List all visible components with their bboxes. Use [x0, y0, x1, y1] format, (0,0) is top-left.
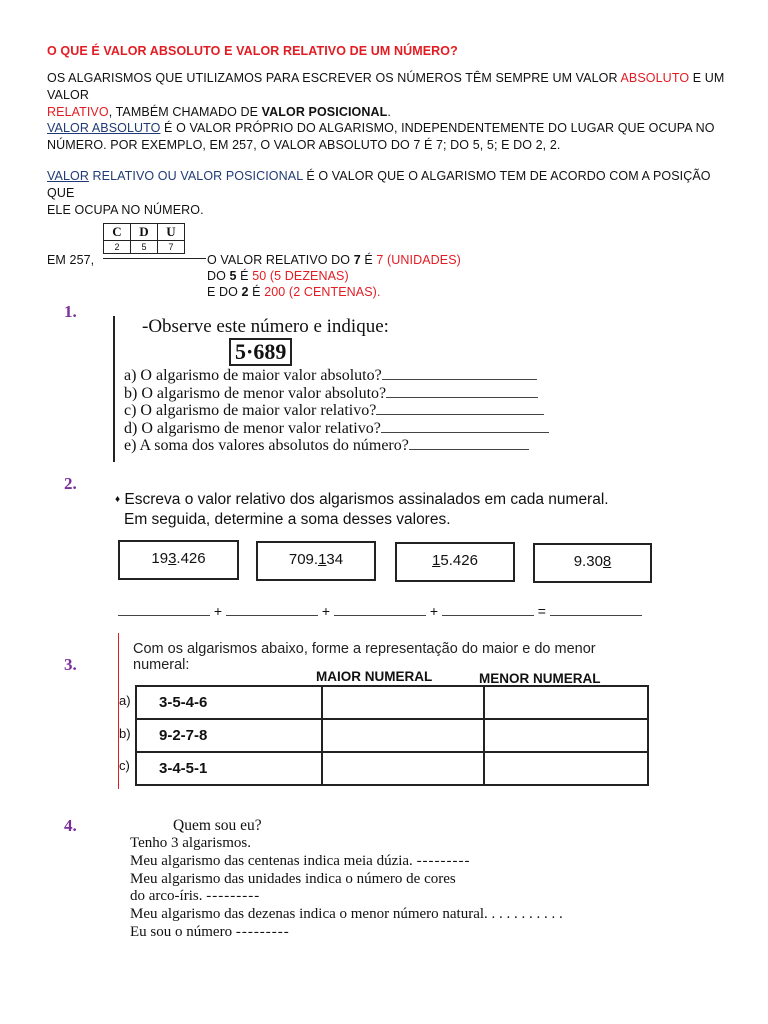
row-label: c): [119, 758, 130, 773]
example-text: O VALOR RELATIVO DO: [207, 253, 354, 267]
answer-line[interactable]: [118, 603, 210, 616]
plus-sign: +: [321, 603, 331, 619]
example-text: DO: [207, 269, 230, 283]
plus-sign: +: [429, 603, 439, 619]
menor-answer-cell[interactable]: [484, 752, 648, 785]
example-em: EM 257,: [47, 253, 95, 267]
cdu-header: D: [131, 224, 158, 241]
riddle-line: Tenho 3 algarismos.: [130, 835, 252, 851]
intro-text: , TAMBÉM CHAMADO DE: [108, 105, 262, 119]
question-b: b) O algarismo de menor valor absoluto?: [124, 385, 549, 403]
relativo-term: VALOR: [47, 169, 89, 183]
intro-relativo: RELATIVO: [47, 105, 109, 119]
absoluto-text: É O VALOR PRÓPRIO DO ALGARISMO, INDEPENDENTEMENTE DO LUGAR QUE OCUPA NO: [160, 121, 715, 135]
exercise-4-title: Quem sou eu?: [173, 817, 262, 834]
col-menor-numeral: MENOR NUMERAL: [479, 671, 601, 686]
exercise-3-line: Com os algarismos abaixo, forme a representação do maior e do menor: [133, 641, 596, 657]
question-d: d) O algarismo de menor valor relativo?: [124, 420, 549, 438]
table-row: [136, 686, 648, 719]
row-label: a): [119, 693, 131, 708]
exercise-1-prompt: -Observe este número e indique:: [142, 316, 389, 337]
answer-line[interactable]: [226, 603, 318, 616]
intro-paragraph: [47, 70, 737, 121]
answer-line[interactable]: [381, 420, 549, 433]
maior-answer-cell[interactable]: [322, 686, 484, 719]
answer-line[interactable]: [382, 367, 537, 380]
row-label: b): [119, 726, 131, 741]
numeral-box: 9.308: [533, 543, 652, 583]
intro-text: .: [387, 105, 391, 119]
example-text: É: [248, 285, 265, 299]
cdu-digit: 7: [158, 241, 185, 254]
numeral-table: [135, 685, 649, 786]
example-value: (2 CENTENAS).: [285, 285, 381, 299]
cdu-underline: [103, 258, 206, 259]
example-text: E DO: [207, 285, 242, 299]
exercise-2-line: Em seguida, determine a soma desses valores.: [124, 511, 451, 528]
intro-valor-posicional: VALOR POSICIONAL: [261, 105, 388, 119]
numeral-box: 709.134: [256, 541, 376, 581]
exercise-3-line: numeral:: [133, 657, 190, 673]
digits-cell: 3-4-5-1: [136, 752, 322, 785]
relativo-text: É O VALOR QUE O ALGARISMO TEM DE ACORDO COM A POSIÇÃO QUE: [47, 169, 711, 200]
question-c: c) O algarismo de maior valor relativo?: [124, 402, 549, 420]
relativo-term: RELATIVO OU VALOR POSICIONAL: [88, 169, 303, 183]
example-value: 7 (UNIDADES): [376, 253, 461, 267]
absoluto-text: NÚMERO. POR EXEMPLO, EM 257, O VALOR ABSOLUTO DO 7 É 7; DO 5, 5; E DO 2, 2.: [47, 138, 561, 152]
example-digit: 5: [229, 269, 237, 283]
answer-line[interactable]: [409, 437, 529, 450]
example-line-1: [207, 252, 461, 269]
numeral-box: 193.426: [118, 540, 239, 580]
cdu-digit: 2: [104, 241, 131, 254]
exercise-1-number: 1.: [64, 302, 77, 321]
example-digit: 7: [353, 253, 361, 267]
equals-sign: =: [537, 603, 546, 619]
col-maior-numeral: MAIOR NUMERAL: [316, 669, 433, 684]
exercise-1-number-box: 5·689: [229, 338, 292, 366]
exercise-2-prompt: [115, 490, 609, 530]
answer-blank[interactable]: . . . . . . . . . .: [491, 906, 563, 923]
example-line-3: [207, 284, 381, 301]
question-a: a) O algarismo de maior valor absoluto?: [124, 367, 549, 385]
example-line-2: [207, 268, 349, 285]
intro-text: E UM VALOR: [47, 71, 725, 102]
maior-answer-cell[interactable]: [322, 752, 484, 785]
cdu-digit: 5: [131, 241, 158, 254]
intro-absoluto: ABSOLUTO: [620, 71, 690, 85]
sum-line: [118, 603, 642, 619]
cdu-table: [103, 223, 185, 254]
answer-line[interactable]: [550, 603, 642, 616]
digits-cell: 3-5-4-6: [136, 686, 322, 719]
example-value: 200: [264, 285, 286, 299]
bullet-icon: ♦: [115, 494, 121, 505]
answer-line[interactable]: [386, 385, 538, 398]
riddle-line: do arco-íris. ---------: [130, 888, 261, 905]
riddle-line: Meu algarismo das centenas indica meia dúzia. ---------: [130, 852, 471, 869]
exercise-1-border: [113, 316, 115, 462]
riddle-line: Eu sou o número ---------: [130, 923, 290, 940]
answer-blank[interactable]: ---------: [235, 923, 290, 940]
relativo-text: ELE OCUPA NO NÚMERO.: [47, 203, 204, 217]
example-value: 50: [252, 269, 267, 283]
maior-answer-cell[interactable]: [322, 719, 484, 752]
exercise-2-line: Escreva o valor relativo dos algarismos assinalados em cada numeral.: [124, 491, 609, 508]
answer-line[interactable]: [376, 402, 544, 415]
cdu-header: C: [104, 224, 131, 241]
question-e: e) A soma dos valores absolutos do número?: [124, 437, 549, 455]
riddle-line: Meu algarismo das unidades indica o número de cores: [130, 870, 456, 887]
numeral-box: 15.426: [395, 542, 515, 582]
absoluto-term: VALOR ABSOLUTO: [47, 121, 161, 135]
relativo-paragraph: [47, 168, 737, 219]
digits-cell: 9-2-7-8: [136, 719, 322, 752]
plus-sign: +: [213, 603, 223, 619]
exercise-1-items: [124, 367, 549, 455]
answer-blank[interactable]: ---------: [416, 852, 471, 869]
exercise-4-number: 4.: [64, 816, 77, 835]
answer-line[interactable]: [334, 603, 426, 616]
exercise-2-number: 2.: [64, 474, 77, 493]
exercise-3-number: 3.: [64, 655, 77, 674]
intro-text: OS ALGARISMOS QUE UTILIZAMOS PARA ESCREVER OS NÚMEROS TÊM SEMPRE UM VALOR: [47, 71, 621, 85]
answer-blank[interactable]: ---------: [206, 888, 261, 905]
example-text: É: [360, 253, 377, 267]
table-row: [136, 719, 648, 752]
example-value: (5 DEZENAS): [266, 269, 349, 283]
riddle-line: Meu algarismo das dezenas indica o menor número natural. . . . . . . . . . .: [130, 906, 563, 923]
answer-line[interactable]: [442, 603, 534, 616]
table-row: [136, 752, 648, 785]
menor-answer-cell[interactable]: [484, 686, 648, 719]
cdu-header: U: [158, 224, 185, 241]
exercise-4-riddle: [130, 835, 563, 942]
page-title: O QUE É VALOR ABSOLUTO E VALOR RELATIVO DE UM NÚMERO?: [47, 44, 458, 58]
example-digit: 2: [241, 285, 249, 299]
example-text: É: [236, 269, 253, 283]
absoluto-paragraph: [47, 120, 737, 154]
menor-answer-cell[interactable]: [484, 719, 648, 752]
